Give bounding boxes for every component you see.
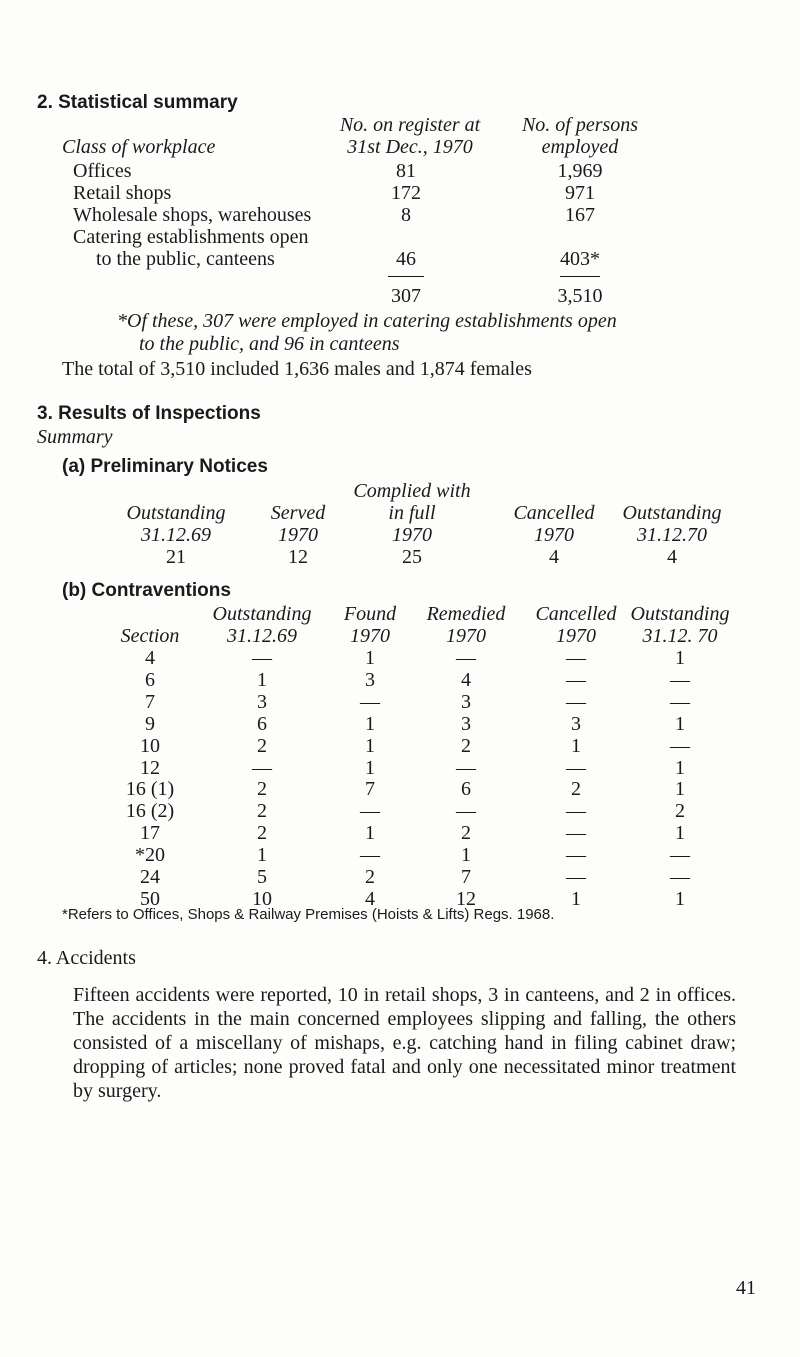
col-header: Served: [270, 502, 326, 524]
cell: 1: [461, 844, 471, 866]
col-register-header-2: 31st Dec., 1970: [347, 136, 473, 158]
cell: —: [360, 844, 380, 866]
col-header: Outstanding: [126, 502, 226, 524]
cell: 2: [461, 735, 471, 757]
row-register: 46: [396, 248, 416, 270]
cell: —: [670, 735, 690, 757]
section-cell: *20: [135, 844, 165, 866]
total-rule-employed: [560, 276, 600, 277]
cell: 1: [571, 735, 581, 757]
cell: 4: [667, 546, 677, 568]
cell: 1: [571, 888, 581, 910]
col-header: Cancelled: [513, 502, 595, 524]
col-header: Remedied: [426, 603, 506, 625]
col-header: Cancelled: [535, 603, 617, 625]
cell: —: [670, 669, 690, 691]
row-register: 8: [401, 204, 411, 226]
cell: 1: [675, 888, 685, 910]
cell: 4: [365, 888, 375, 910]
preliminary-notices-heading: (a) Preliminary Notices: [62, 456, 268, 477]
section-2-heading: 2. Statistical summary: [37, 92, 238, 113]
col-register-header-1: No. on register at: [339, 114, 481, 136]
cell: 4: [461, 669, 471, 691]
col-header: Outstanding: [622, 502, 722, 524]
cell: 4: [549, 546, 559, 568]
col-header: 1970: [278, 524, 318, 546]
cell: 1: [365, 735, 375, 757]
col-header: 1970: [556, 625, 596, 647]
cell: —: [670, 691, 690, 713]
section-cell: 50: [140, 888, 160, 910]
col-header: 31.12.70: [637, 524, 707, 546]
cell: 3: [461, 713, 471, 735]
cell: 1: [675, 757, 685, 779]
cell: 21: [166, 546, 186, 568]
col-header: Outstanding: [630, 603, 730, 625]
row-employed: 1,969: [557, 160, 603, 182]
total-employed: 3,510: [557, 285, 603, 307]
col-header: 1970: [350, 625, 390, 647]
cell: 12: [456, 888, 476, 910]
section-cell: 7: [145, 691, 155, 713]
total-sentence: The total of 3,510 included 1,636 males and 1,874 females: [62, 358, 532, 380]
section-3-heading: 3. Results of Inspections: [37, 403, 261, 424]
col-employed-header-2: employed: [541, 136, 619, 158]
cell: —: [566, 691, 586, 713]
section-cell: 16 (2): [125, 800, 175, 822]
note-line-2: to the public, and 96 in canteens: [139, 333, 400, 355]
cell: 2: [257, 778, 267, 800]
cell: 3: [365, 669, 375, 691]
col-header: Outstanding: [212, 603, 312, 625]
cell: —: [360, 800, 380, 822]
section-cell: 10: [140, 735, 160, 757]
col-header: 31.12.69: [227, 625, 297, 647]
cell: —: [566, 669, 586, 691]
cell: 3: [461, 691, 471, 713]
cell: —: [566, 647, 586, 669]
summary-subheading: Summary: [37, 426, 113, 448]
cell: 7: [461, 866, 471, 888]
cell: 1: [365, 822, 375, 844]
cell: 2: [257, 800, 267, 822]
note-line-1: *Of these, 307 were employed in catering establishments open: [117, 310, 617, 332]
cell: 2: [257, 735, 267, 757]
cell: 2: [461, 822, 471, 844]
cell: 1: [365, 713, 375, 735]
col-header: 1970: [534, 524, 574, 546]
cell: —: [670, 866, 690, 888]
row-employed: 403*: [560, 248, 600, 270]
cell: 1: [675, 822, 685, 844]
cell: 2: [365, 866, 375, 888]
row-label: to the public, canteens: [96, 248, 275, 270]
section-cell: 4: [145, 647, 155, 669]
col-header: 31.12. 70: [642, 625, 718, 647]
col-header: 1970: [392, 524, 432, 546]
col-header: Section: [120, 625, 180, 647]
cell: 1: [675, 778, 685, 800]
page-number: 41: [736, 1277, 756, 1299]
section-cell: 12: [140, 757, 160, 779]
cell: 2: [257, 822, 267, 844]
contraventions-footnote: *Refers to Offices, Shops & Railway Premises (Hoists & Lifts) Regs. 1968.: [62, 906, 555, 923]
row-label: Wholesale shops, warehouses: [73, 204, 312, 226]
col-header: 31.12.69: [141, 524, 211, 546]
row-register: 172: [391, 182, 421, 204]
cell: 25: [402, 546, 422, 568]
row-employed: 971: [565, 182, 595, 204]
cell: 1: [257, 844, 267, 866]
section-cell: 16 (1): [125, 778, 175, 800]
row-employed: 167: [565, 204, 595, 226]
col-header: Found: [343, 603, 397, 625]
cell: 12: [288, 546, 308, 568]
cell: —: [566, 800, 586, 822]
section-cell: 24: [140, 866, 160, 888]
col-employed-header-1: No. of persons: [521, 114, 639, 136]
contraventions-heading: (b) Contraventions: [62, 580, 231, 601]
cell: 1: [257, 669, 267, 691]
col-header: 1970: [446, 625, 486, 647]
col-header: in full: [388, 502, 436, 524]
cell: 6: [461, 778, 471, 800]
row-label: Retail shops: [73, 182, 172, 204]
cell: —: [456, 800, 476, 822]
col-class-header: Class of workplace: [62, 136, 216, 158]
cell: —: [566, 822, 586, 844]
total-rule-register: [388, 276, 424, 277]
cell: —: [566, 866, 586, 888]
cell: 1: [365, 757, 375, 779]
cell: 1: [675, 713, 685, 735]
cell: —: [252, 647, 272, 669]
section-cell: 9: [145, 713, 155, 735]
section-cell: 6: [145, 669, 155, 691]
cell: 2: [675, 800, 685, 822]
col-header: Complied with: [353, 480, 471, 502]
cell: 6: [257, 713, 267, 735]
cell: —: [670, 844, 690, 866]
cell: 3: [257, 691, 267, 713]
cell: 3: [571, 713, 581, 735]
total-register: 307: [391, 285, 421, 307]
cell: 1: [675, 647, 685, 669]
row-register: 81: [396, 160, 416, 182]
cell: —: [360, 691, 380, 713]
cell: 7: [365, 778, 375, 800]
section-4-heading: 4. Accidents: [37, 947, 136, 969]
cell: —: [566, 844, 586, 866]
cell: —: [456, 647, 476, 669]
cell: 2: [571, 778, 581, 800]
cell: 5: [257, 866, 267, 888]
cell: —: [252, 757, 272, 779]
section-cell: 17: [140, 822, 160, 844]
cell: 10: [252, 888, 272, 910]
cell: —: [566, 757, 586, 779]
row-label: Offices: [73, 160, 132, 182]
cell: 1: [365, 647, 375, 669]
cell: —: [456, 757, 476, 779]
accidents-paragraph: Fifteen accidents were reported, 10 in retail shops, 3 in canteens, and 2 in offices. The accidents in the main concerned employees slipping and falling, the others consisted of a miscellany of mishaps, e.g. catching hand in filing cabinet draw; dropping of articles; none proved fatal and only one necessitated minor treatment by surgery.: [73, 984, 736, 1102]
row-label: Catering establishments open: [73, 226, 309, 248]
